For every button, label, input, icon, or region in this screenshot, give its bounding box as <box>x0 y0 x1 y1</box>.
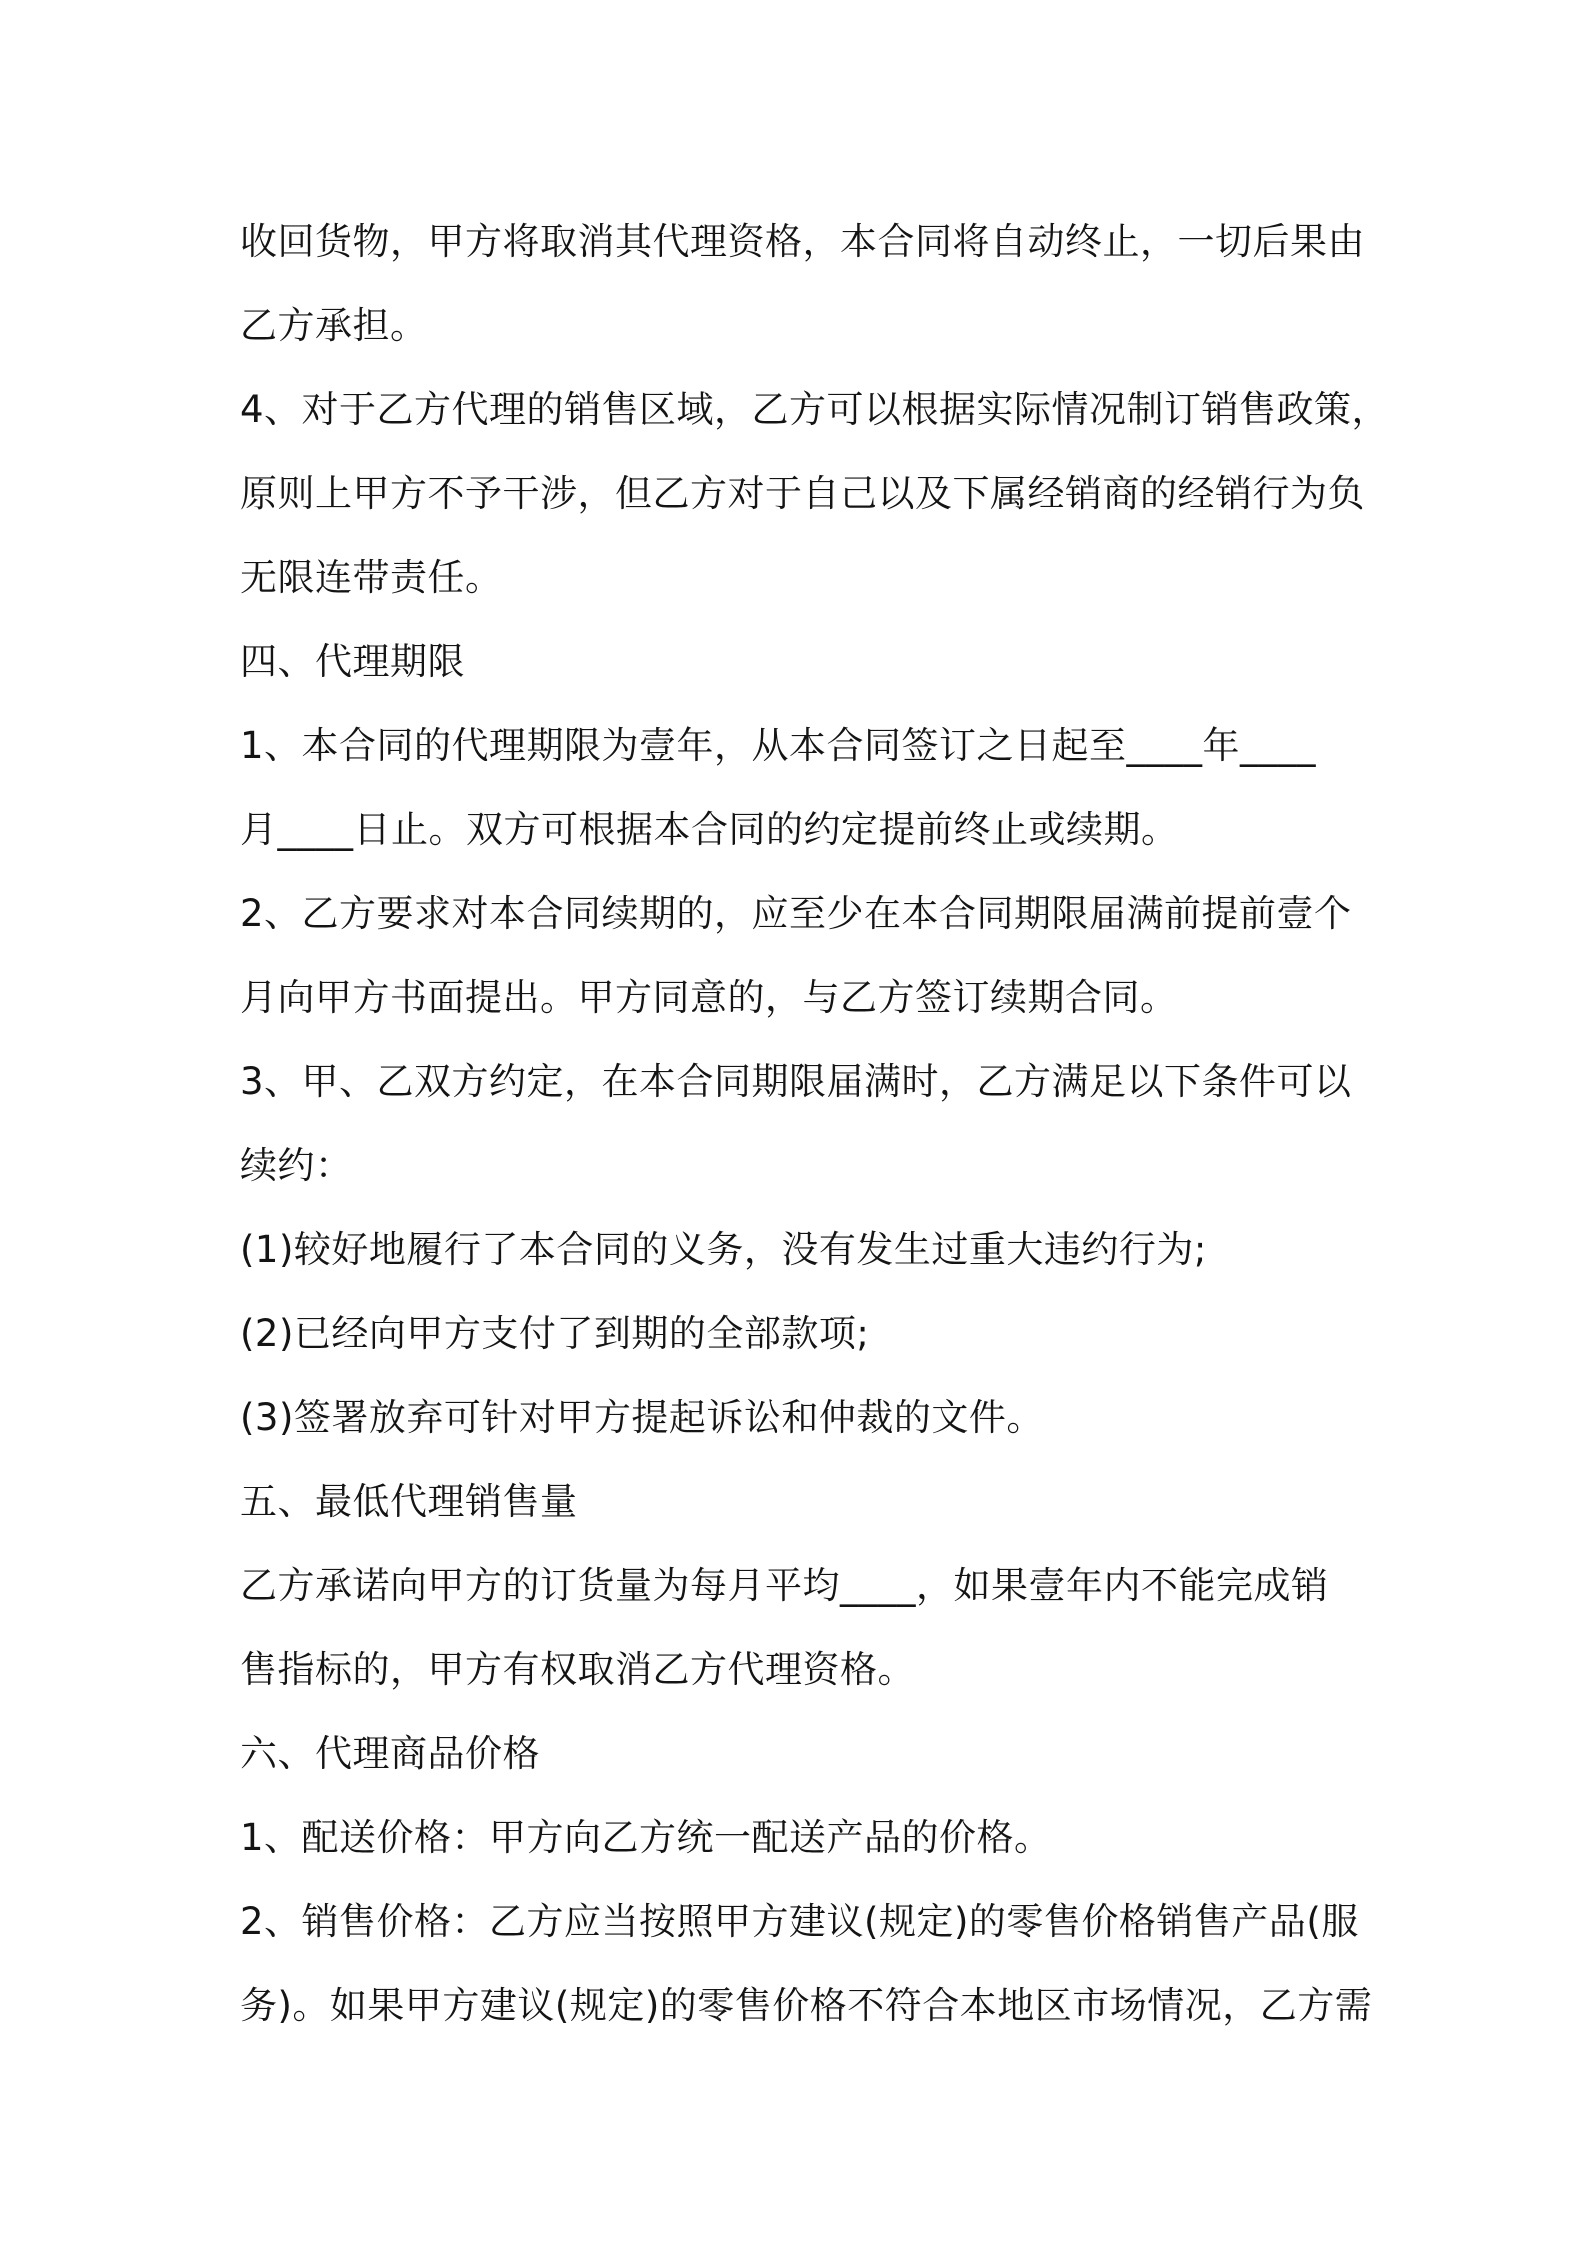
clause-4-line-3: 无限连带责任。 <box>240 556 503 599</box>
contract-text <box>240 200 1390 2048</box>
condition-1: (1)较好地履行了本合同的义务，没有发生过重大违约行为; <box>240 1228 1207 1271</box>
term-clause-1-line-1: 1、本合同的代理期限为壹年，从本合同签订之日起至____年____ <box>240 724 1317 767</box>
term-clause-3-line-1: 3、甲、乙双方约定，在本合同期限届满时，乙方满足以下条件可以 <box>240 1060 1352 1103</box>
term-clause-3-line-2: 续约： <box>240 1144 353 1187</box>
text-line-1: 收回货物，甲方将取消其代理资格，本合同将自动终止，一切后果由 <box>240 220 1365 263</box>
price-clause-1: 1、配送价格：甲方向乙方统一配送产品的价格。 <box>240 1816 1052 1859</box>
condition-3: (3)签署放弃可针对甲方提起诉讼和仲裁的文件。 <box>240 1396 1044 1439</box>
min-sales-line-1: 乙方承诺向甲方的订货量为每月平均____，如果壹年内不能完成销 <box>240 1564 1329 1607</box>
term-clause-2-line-2: 月向甲方书面提出。甲方同意的，与乙方签订续期合同。 <box>240 976 1178 1019</box>
clause-4-line-1: 4、对于乙方代理的销售区域，乙方可以根据实际情况制订销售政策， <box>240 388 1390 431</box>
price-clause-2-line-1: 2、销售价格：乙方应当按照甲方建议(规定)的零售价格销售产品(服 <box>240 1900 1359 1943</box>
section-heading-4: 四、代理期限 <box>240 640 465 683</box>
price-clause-2-line-2: 务)。如果甲方建议(规定)的零售价格不符合本地区市场情况，乙方需 <box>240 1984 1373 2027</box>
section-heading-5: 五、最低代理销售量 <box>240 1480 578 1523</box>
term-clause-2-line-1: 2、乙方要求对本合同续期的，应至少在本合同期限届满前提前壹个 <box>240 892 1352 935</box>
condition-2: (2)已经向甲方支付了到期的全部款项; <box>240 1312 870 1355</box>
text-line-2: 乙方承担。 <box>240 304 428 347</box>
clause-4-line-2: 原则上甲方不予干涉，但乙方对于自己以及下属经销商的经销行为负 <box>240 472 1365 515</box>
min-sales-line-2: 售指标的，甲方有权取消乙方代理资格。 <box>240 1648 915 1691</box>
section-heading-6: 六、代理商品价格 <box>240 1732 540 1775</box>
term-clause-1-line-2: 月____日止。双方可根据本合同的约定提前终止或续期。 <box>240 808 1179 851</box>
